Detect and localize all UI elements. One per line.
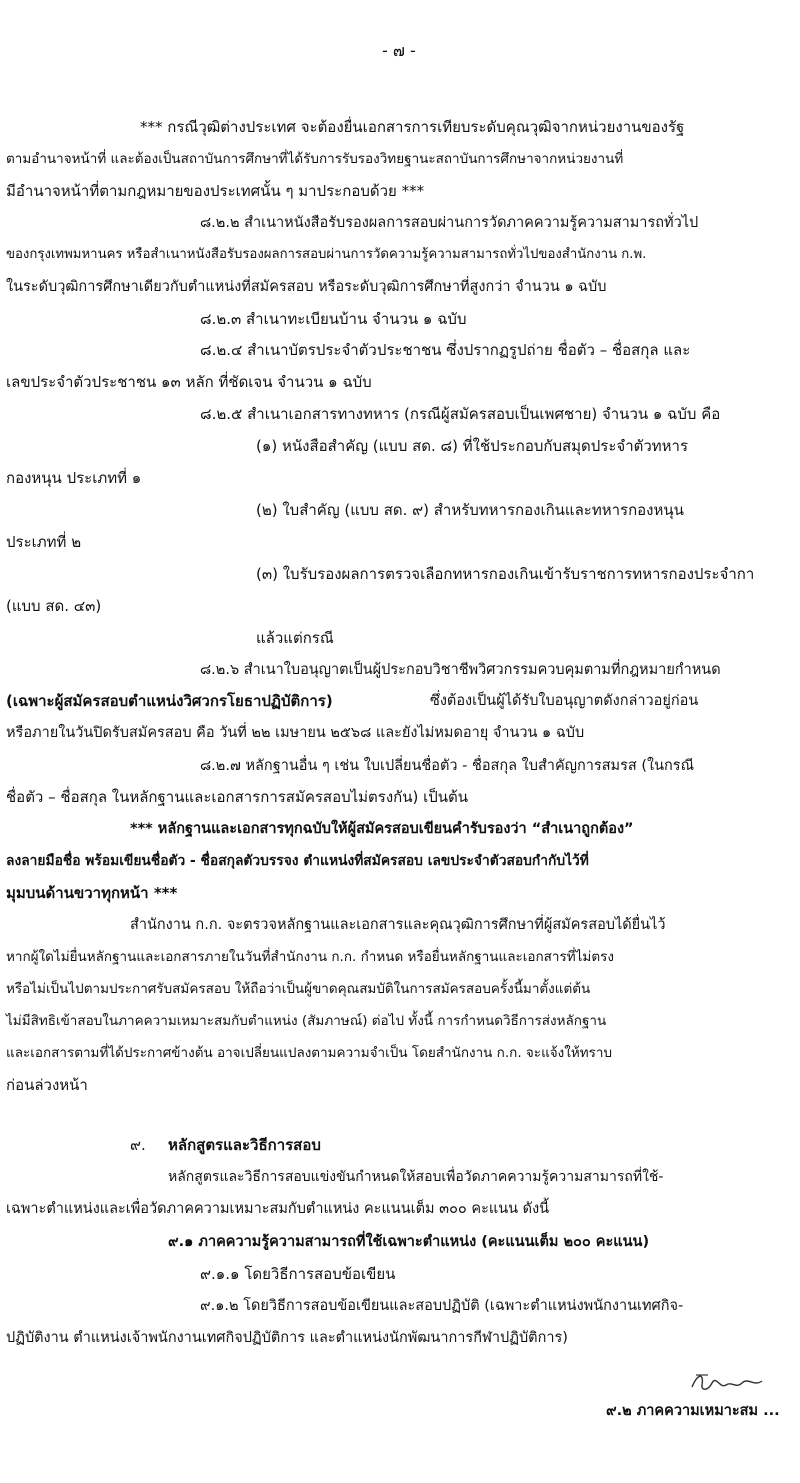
text-line: หรือไม่เป็นไปตามประกาศรับสมัครสอบ ให้ถือว่าเป็นผู้ขาดคุณสมบัติในการสมัครสอบครั้งนี้มาตั้งแต่ต้น — [6, 981, 591, 997]
text-line: (๒) ใบสำคัญ (แบบ สด. ๙) สำหรับทหารกองเกินและทหารกองหนุน — [256, 501, 684, 519]
text-line: หากผู้ใดไม่ยื่นหลักฐานและเอกสารภายในวันที่สำนักงาน ก.ก. กำหนด หรือยื่นหลักฐานและเอกสารที่ไม่ตรง — [6, 949, 614, 965]
text-line: แล้วแต่กรณี — [256, 629, 334, 647]
text-line: *** กรณีวุฒิต่างประเทศ จะต้องยื่นเอกสารการเทียบระดับคุณวุฒิจากหน่วยงานของรัฐ — [140, 118, 685, 136]
text-line: ๘.๒.๕ สำเนาเอกสารทางทหาร (กรณีผู้สมัครสอบเป็นเพศชาย) จำนวน ๑ ฉบับ คือ — [200, 405, 721, 423]
text-line: (๑) หนังสือสำคัญ (แบบ สด. ๘) ที่ใช้ประกอบกับสมุดประจำตัวทหาร — [256, 437, 689, 455]
section-number: ๙. — [130, 1136, 146, 1154]
text-line-bold: มุมบนด้านขวาทุกหน้า *** — [6, 884, 178, 902]
text-line: ซึ่งต้องเป็นผู้ได้รับใบอนุญาตดังกล่าวอยู่ก่อน — [430, 693, 699, 709]
text-line-bold: (เฉพาะผู้สมัครสอบตำแหน่งวิศวกรโยธาปฏิบัติการ) — [6, 692, 333, 710]
text-line: ๘.๒.๔ สำเนาบัตรประจำตัวประชาชน ซึ่งปรากฏรูปถ่าย ชื่อตัว – ชื่อสกุล และ — [200, 341, 691, 359]
subsection-heading: ๙.๑ ภาคความรู้ความสามารถที่ใช้เฉพาะตำแหน่ง (คะแนนเต็ม ๒๐๐ คะแนน) — [168, 1234, 650, 1250]
text-line: (แบบ สด. ๔๓) — [6, 597, 102, 615]
signature-scribble — [688, 1365, 768, 1399]
text-line: ๙.๑.๑ โดยวิธีการสอบข้อเขียน — [200, 1265, 396, 1283]
text-line: (๓) ใบรับรองผลการตรวจเลือกทหารกองเกินเข้ารับราชการทหารกองประจำกา — [256, 565, 755, 583]
text-line: หลักสูตรและวิธีการสอบแข่งขันกำหนดให้สอบเพื่อวัดภาคความรู้ความสามารถที่ใช้- — [168, 1169, 664, 1185]
continuation-text: ๙.๒ ภาคความเหมาะสม ... — [606, 1403, 780, 1419]
text-line: ก่อนล่วงหน้า — [6, 1076, 88, 1094]
text-line: ประเภทที่ ๒ — [6, 533, 82, 551]
text-line: ๘.๒.๓ สำเนาทะเบียนบ้าน จำนวน ๑ ฉบับ — [200, 310, 467, 328]
text-line-bold: *** หลักฐานและเอกสารทุกฉบับให้ผู้สมัครสอบเขียนคำรับรองว่า “สำเนาถูกต้อง” — [130, 821, 634, 837]
text-line: ไม่มีสิทธิเข้าสอบในภาคความเหมาะสมกับตำแหน่ง (สัมภาษณ์) ต่อไป ทั้งนี้ การกำหนดวิธีการส่งหลักฐาน — [6, 1013, 607, 1029]
text-line: ๙.๑.๒ โดยวิธีการสอบข้อเขียนและสอบปฏิบัติ (เฉพาะตำแหน่งพนักงานเทศกิจ- — [200, 1298, 684, 1314]
page-number: - ๗ - — [382, 41, 416, 60]
text-line: ชื่อตัว – ชื่อสกุล ในหลักฐานและเอกสารการสมัครสอบไม่ตรงกัน) เป็นต้น — [6, 788, 469, 806]
text-line: และเอกสารตามที่ได้ประกาศข้างต้น อาจเปลี่ยนแปลงตามความจำเป็น โดยสำนักงาน ก.ก. จะแจ้งให้ทราบ — [6, 1045, 613, 1061]
text-line: ตามอำนาจหน้าที่ และต้องเป็นสถาบันการศึกษาที่ได้รับการรับรองวิทยฐานะสถาบันการศึกษาจากหน่วยงานที่ — [6, 151, 624, 167]
text-line: เฉพาะตำแหน่งและเพื่อวัดภาคความเหมาะสมกับตำแหน่ง คะแนนเต็ม ๓๐๐ คะแนน ดังนี้ — [6, 1201, 550, 1217]
text-line: ปฏิบัติงาน ตำแหน่งเจ้าพนักงานเทศกิจปฏิบัติการ และตำแหน่งนักพัฒนาการกีฬาปฏิบัติการ) — [6, 1330, 568, 1346]
text-line: ๘.๒.๒ สำเนาหนังสือรับรองผลการสอบผ่านการวัดภาคความรู้ความสามารถทั่วไป — [200, 215, 699, 231]
text-line: สำนักงาน ก.ก. จะตรวจหลักฐานและเอกสารและคุณวุฒิการศึกษาที่ผู้สมัครสอบได้ยื่นไว้ — [130, 917, 666, 933]
text-line: กองหนุน ประเภทที่ ๑ — [6, 469, 142, 487]
text-line: หรือภายในวันปิดรับสมัครสอบ คือ วันที่ ๒๒ เมษายน ๒๕๖๘ และยังไม่หมดอายุ จำนวน ๑ ฉบับ — [6, 725, 585, 741]
text-line: เลขประจำตัวประชาชน ๑๓ หลัก ที่ชัดเจน จำนวน ๑ ฉบับ — [6, 373, 372, 391]
text-line: ๘.๒.๗ หลักฐานอื่น ๆ เช่น ใบเปลี่ยนชื่อตัว - ชื่อสกุล ใบสำคัญการสมรส (ในกรณี — [200, 758, 695, 774]
section-heading: หลักสูตรและวิธีการสอบ — [168, 1136, 321, 1154]
text-line: ๘.๒.๖ สำเนาใบอนุญาตเป็นผู้ประกอบวิชาชีพวิศวกรรมควบคุมตามที่กฎหมายกำหนด — [200, 662, 721, 678]
text-line: มีอำนาจหน้าที่ตามกฎหมายของประเทศนั้น ๆ มาประกอบด้วย *** — [6, 182, 425, 200]
text-line: ในระดับวุฒิการศึกษาเดียวกับตำแหน่งที่สมัครสอบ หรือระดับวุฒิการศึกษาที่สูงกว่า จำนวน ๑ ฉบับ — [6, 279, 607, 295]
text-line-bold: ลงลายมือชื่อ พร้อมเขียนชื่อตัว - ชื่อสกุลตัวบรรจง ตำแหน่งที่สมัครสอบ เลขประจำตัวสอบกำกับไว้ที่ — [6, 853, 589, 869]
text-line: ของกรุงเทพมหานคร หรือสำเนาหนังสือรับรองผลการสอบผ่านการวัดความรู้ความสามารถทั่วไปของสำนักงาน ก.พ. — [6, 247, 647, 262]
